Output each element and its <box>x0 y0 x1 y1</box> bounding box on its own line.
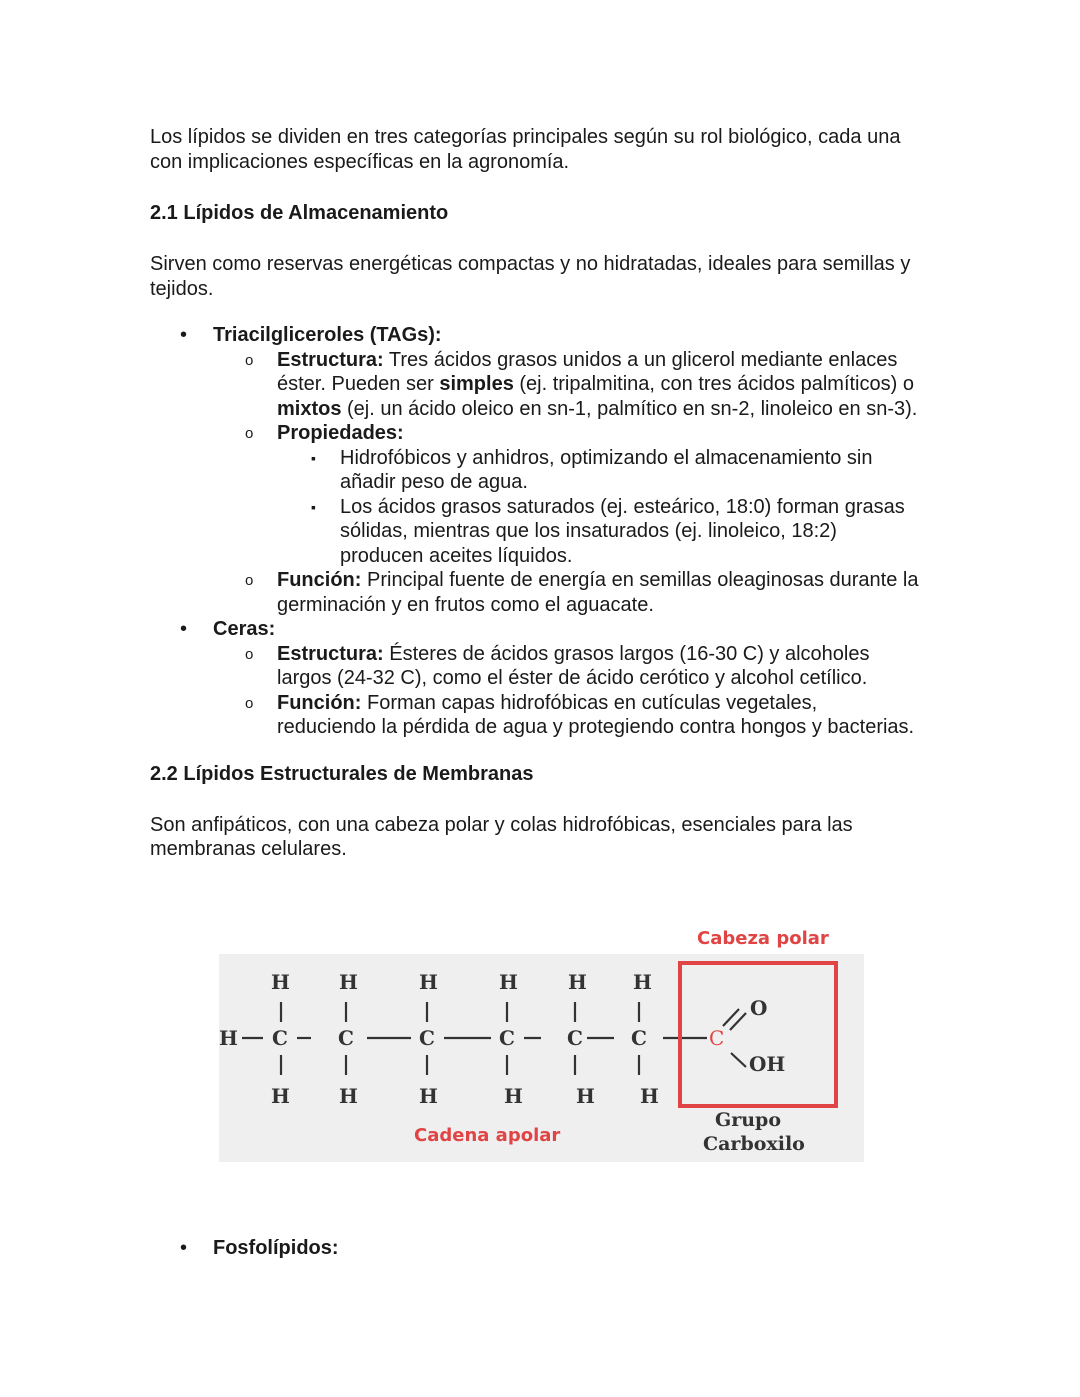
hydrogen-atom: H <box>640 1084 659 1108</box>
ceras-estructura-text: Ésteres de ácidos grasos largos (16-30 C) y alcoholes largos (24-32 C), como el éster de ácido cerótico y alcohol cetílico. <box>277 642 870 689</box>
hydrogen-atom: H <box>504 1084 523 1108</box>
cadena-apolar-label: Cadena apolar <box>414 1125 561 1146</box>
carbon-atom: C <box>499 1026 515 1050</box>
polar-head-box <box>680 963 836 1106</box>
estructura-text-3: (ej. un ácido oleico en sn-1, palmítico en sn-2, linoleico en sn-3). <box>341 397 918 420</box>
simples-term: simples <box>439 373 514 395</box>
funcion-text: Principal fuente de energía en semillas oleaginosas durante la germinación y en frutos como el aguacate. <box>277 569 919 616</box>
grupo-label: Grupo <box>715 1109 782 1131</box>
propiedades-label: Propiedades: <box>277 422 404 444</box>
propiedad-text: Los ácidos grasos saturados (ej. esteárico, 18:0) forman grasas sólidas, mientras que los insaturados (ej. linoleico, 18:2) producen aceites líquidos. <box>340 495 905 567</box>
circle-bullet: o <box>245 425 254 442</box>
carbon-atom: C <box>272 1026 288 1050</box>
hydrogen-atom: H <box>419 1084 438 1108</box>
estructura-label: Estructura: <box>277 642 384 665</box>
fatty-acid-figure <box>219 926 864 1162</box>
carbon-atom: C <box>338 1026 354 1050</box>
section-2-1-title: 2.1 Lípidos de Almacenamiento <box>150 202 449 224</box>
disc-bullet: • <box>180 1237 188 1259</box>
hydrogen-atom: H <box>271 1084 290 1108</box>
circle-bullet: o <box>245 351 254 369</box>
list-item-tags <box>150 323 920 617</box>
oxygen-atom: O <box>750 996 768 1020</box>
circle-bullet: o <box>245 694 254 712</box>
hydrogen-atom: H <box>499 970 518 994</box>
carboxilo-label: Carboxilo <box>703 1133 805 1155</box>
document-body <box>150 125 920 862</box>
mixtos-term: mixtos <box>277 397 342 420</box>
ceras-funcion-item <box>150 691 920 740</box>
funcion-label: Función: <box>277 691 362 714</box>
estructura-text-1: Tres ácidos grasos unidos a un glicerol mediante enlaces éster. Pueden ser <box>277 348 898 395</box>
funcion-label: Función: <box>277 569 362 591</box>
tags-estructura-item <box>150 348 920 422</box>
hydrogen-atom: H <box>633 970 652 994</box>
propiedad-item <box>150 446 920 495</box>
carboxyl-carbon-atom: C <box>709 1026 725 1050</box>
circle-bullet: o <box>245 572 254 589</box>
bond-lines <box>242 1002 746 1075</box>
hydrogen-atom: H <box>568 970 587 994</box>
ceras-estructura-item <box>150 642 920 691</box>
square-bullet: ▪ <box>311 498 316 515</box>
square-bullet: ▪ <box>311 449 316 466</box>
circle-bullet: o <box>245 645 254 663</box>
propiedad-item <box>150 495 920 569</box>
hydrogen-atom: H <box>271 970 290 994</box>
intro-paragraph: Los lípidos se dividen en tres categorías principales según su rol biológico, cada una con implicaciones específicas en la agronomía. <box>150 126 901 173</box>
tags-propiedades-item <box>150 421 920 568</box>
section-2-1-intro: Sirven como reservas energéticas compactas y no hidratadas, ideales para semillas y tejidos. <box>150 253 911 300</box>
hydrogen-atom: H <box>576 1084 595 1108</box>
fosfolipidos-item <box>150 1236 339 1261</box>
carbon-atom: C <box>631 1026 647 1050</box>
hydrogen-atom: H <box>339 1084 358 1108</box>
disc-bullet: • <box>180 324 188 346</box>
tags-title: Triacilgliceroles (TAGs): <box>213 324 442 346</box>
hydrogen-atom: H <box>419 970 438 994</box>
storage-lipids-list <box>150 323 920 740</box>
hydroxyl-group: OH <box>749 1052 786 1076</box>
carbon-atom: C <box>419 1026 435 1050</box>
section-2-2-intro: Son anfipáticos, con una cabeza polar y colas hidrofóbicas, esenciales para las membranas celulares. <box>150 813 853 860</box>
hydrogen-atom: H <box>219 1026 238 1050</box>
tags-funcion-item <box>150 568 920 617</box>
ceras-title: Ceras: <box>213 618 276 640</box>
fosfolipidos-title: Fosfolípidos: <box>213 1237 339 1259</box>
section-2-2-title: 2.2 Lípidos Estructurales de Membranas <box>150 762 534 785</box>
estructura-text-2: (ej. tripalmitina, con tres ácidos palmíticos) o <box>513 373 914 395</box>
propiedad-text: Hidrofóbicos y anhidros, optimizando el almacenamiento sin añadir peso de agua. <box>340 446 873 493</box>
carbon-atom: C <box>567 1026 583 1050</box>
disc-bullet: • <box>180 618 188 640</box>
ceras-funcion-text: Forman capas hidrofóbicas en cutículas vegetales, reduciendo la pérdida de agua y protegiendo contra hongos y bacterias. <box>277 691 915 738</box>
cabeza-polar-label: Cabeza polar <box>697 928 829 949</box>
list-item-ceras <box>150 617 920 740</box>
estructura-label: Estructura: <box>277 348 384 371</box>
hydrogen-atom: H <box>339 970 358 994</box>
